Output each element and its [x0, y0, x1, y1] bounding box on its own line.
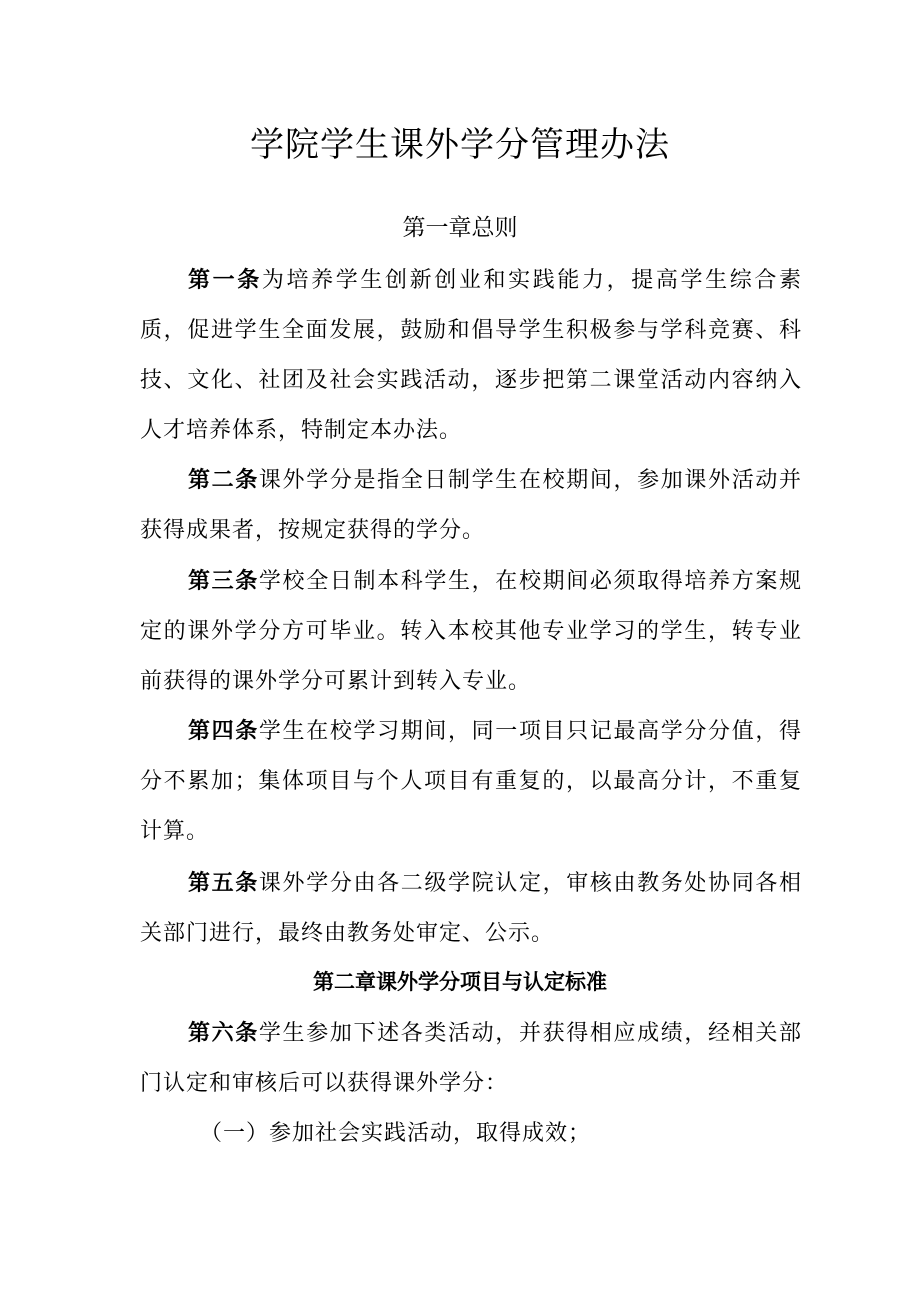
article-5-text: 课外学分由各二级学院认定，审核由教务处协同各相关部门进行，最终由教务处审定、公示。	[140, 871, 802, 946]
article-1	[140, 256, 802, 456]
article-4	[140, 707, 802, 857]
article-3	[140, 557, 802, 707]
article-2-text: 课外学分是指全日制学生在校期间，参加课外活动并获得成果者，按规定获得的学分。	[140, 468, 802, 543]
article-5-label: 第五条	[188, 871, 259, 896]
article-3-label: 第三条	[188, 569, 259, 594]
article-4-label: 第四条	[188, 719, 259, 744]
list-item: （一）参加社会实践活动，取得成效；	[200, 1121, 592, 1146]
article-1-label: 第一条	[188, 268, 262, 293]
article-6-label: 第六条	[188, 1021, 259, 1046]
document-title: 学院学生课外学分管理办法	[250, 125, 670, 165]
article-4-text: 学生在校学习期间，同一项目只记最高学分分值，得分不累加；集体项目与个人项目有重复的，以最高分计，不重复计算。	[140, 719, 802, 844]
article-6	[140, 1009, 802, 1109]
chapter-1-heading: 第一章总则	[402, 215, 518, 241]
article-6-text: 学生参加下述各类活动，并获得相应成绩，经相关部门认定和审核后可以获得课外学分：	[140, 1021, 802, 1096]
article-5	[140, 859, 802, 959]
article-2	[140, 456, 802, 556]
article-1-text: 为培养学生创新创业和实践能力，提高学生综合素质，促进学生全面发展，鼓励和倡导学生积极参与学科竞赛、科技、文化、社团及社会实践活动，逐步把第二课堂活动内容纳入人才培养体系，特制定本办法。	[140, 268, 802, 443]
chapter-2-heading: 第二章课外学分项目与认定标准	[313, 970, 607, 994]
article-3-text: 学校全日制本科学生，在校期间必须取得培养方案规定的课外学分方可毕业。转入本校其他专业学习的学生，转专业前获得的课外学分可累计到转入专业。	[140, 569, 802, 694]
article-2-label: 第二条	[188, 468, 259, 493]
